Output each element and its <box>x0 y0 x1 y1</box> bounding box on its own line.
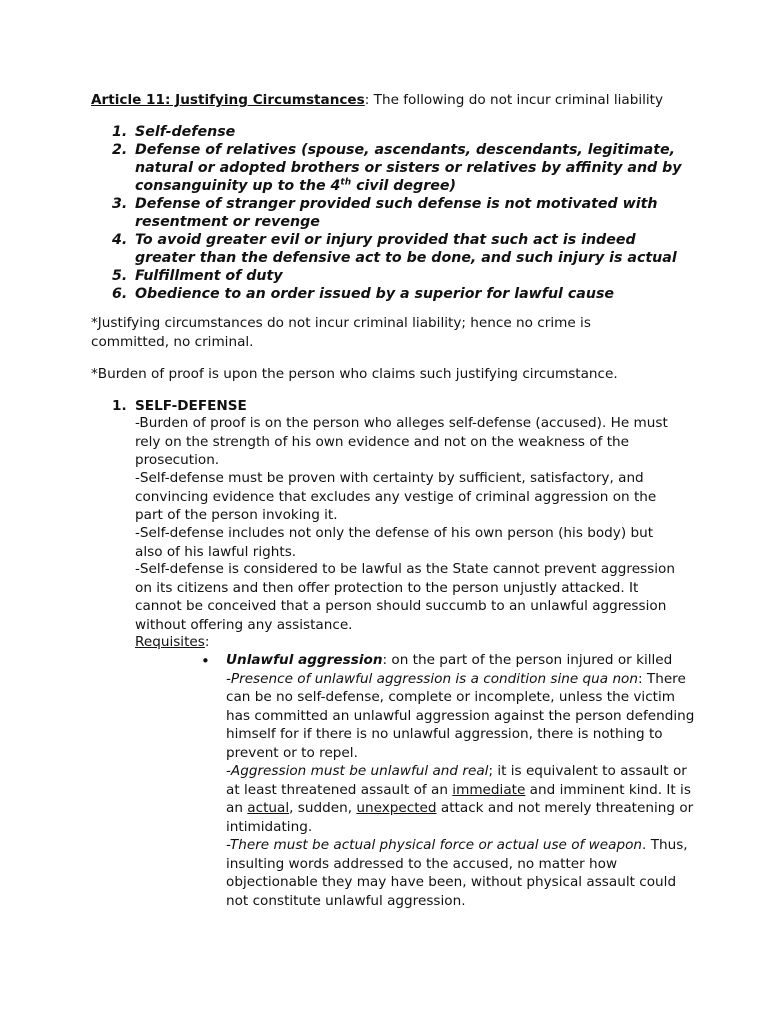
unlawful-real-text: , sudden, <box>289 800 357 816</box>
unlawful-real-phrase: -Aggression must be unlawful and real <box>226 763 489 779</box>
requisite-heading-rest: : on the part of the person injured or killed <box>382 652 673 668</box>
note-burden-of-proof: *Burden of proof is upon the person who claims such justifying circumstance. <box>91 366 618 382</box>
list-item-number: 4. <box>112 232 128 248</box>
underlined-actual: actual <box>247 800 290 816</box>
list-item-text: Self-defense <box>135 124 236 140</box>
list-item <box>90 195 690 231</box>
list-item-text: Obedience to an order issued by a superior for lawful cause <box>135 286 615 302</box>
requisite-unlawful-aggression <box>226 651 696 910</box>
justifying-circumstances-list <box>90 123 690 303</box>
paragraph-burden: -Burden of proof is on the person who alleges self-defense (accused). He must rely on the strength of his own evidence and not on the weakness of the prosecution. <box>135 415 668 468</box>
list-item-number: 6. <box>112 286 128 302</box>
list-item-text: Defense of relatives (spouse, ascendants, descendants, legitimate, natural or adopted brothers or sisters or relatives by affinity and by consanguinity up to the 4 <box>135 142 682 194</box>
article-subtitle: : The following do not incur criminal liability <box>364 92 664 108</box>
list-item-number: 5. <box>112 268 128 284</box>
requisites-label <box>135 633 209 652</box>
requisites-text: Requisites <box>135 634 205 650</box>
list-item-text-end: civil degree) <box>351 178 456 194</box>
underlined-immediate: immediate <box>452 781 526 798</box>
unlawful-real-text: ; it is equivalent to assault or at least threatened assault of an <box>226 763 687 798</box>
list-item <box>90 267 690 285</box>
section-title: SELF-DEFENSE <box>135 398 247 414</box>
underlined-unexpected: unexpected <box>356 800 437 816</box>
sine-qua-non-phrase: -Presence of unlawful aggression is a condition sine qua non <box>226 670 638 687</box>
requisites-colon: : <box>204 634 210 650</box>
bullet-icon: • <box>201 652 210 670</box>
list-item-number: 3. <box>112 196 128 212</box>
unlawful-real-text: and imminent kind. It is an <box>226 781 691 816</box>
article-title: Article 11: Justifying Circumstances <box>91 92 365 108</box>
note-justifying: *Justifying circumstances do not incur criminal liability; hence no crime is committed, no criminal. <box>91 315 591 350</box>
paragraph-lawful-rights: -Self-defense includes not only the defense of his own person (his body) but also of his lawful rights. <box>135 525 654 560</box>
sine-qua-non-text: : There can be no self-defense, complete or incomplete, unless the victim has committed an unlawful aggression against the person defending himself for if there is no unlawful aggression, there is nothing to prevent or to repel. <box>226 670 695 761</box>
list-item-number: 1. <box>112 124 128 140</box>
superscript: th <box>340 177 352 188</box>
list-item-text: Fulfillment of duty <box>135 268 283 284</box>
unlawful-real-text: attack and not merely threatening or intimidating. <box>226 800 694 835</box>
list-item <box>90 231 690 267</box>
list-item <box>90 141 690 195</box>
list-item <box>90 123 690 141</box>
list-item-text: Defense of stranger provided such defense is not motivated with resentment or revenge <box>135 196 658 230</box>
list-item-text: To avoid greater evil or injury provided that such act is indeed greater than the defensive act to be done, and such injury is actual <box>135 232 677 266</box>
paragraph-certainty: -Self-defense must be proven with certainty by sufficient, satisfactory, and convincing evidence that excludes any vestige of criminal aggression on the part of the person invoking it. <box>135 470 657 523</box>
physical-force-text: . Thus, insulting words addressed to the accused, no matter how objectionable they may have been, without physical assault could not constitute unlawful aggression. <box>226 837 688 909</box>
list-item-number: 2. <box>112 142 128 158</box>
list-item <box>90 285 690 303</box>
physical-force-phrase: -There must be actual physical force or actual use of weapon <box>226 837 643 853</box>
paragraph-state: -Self-defense is considered to be lawful as the State cannot prevent aggression on its citizens and then offer protection to the person unjustly attacked. It cannot be conceived that a person should succumb to an unlawful aggression without offering any assistance. <box>135 561 675 633</box>
requisite-heading: Unlawful aggression <box>226 652 383 668</box>
section-number: 1. <box>112 398 127 414</box>
article-heading <box>91 91 731 109</box>
